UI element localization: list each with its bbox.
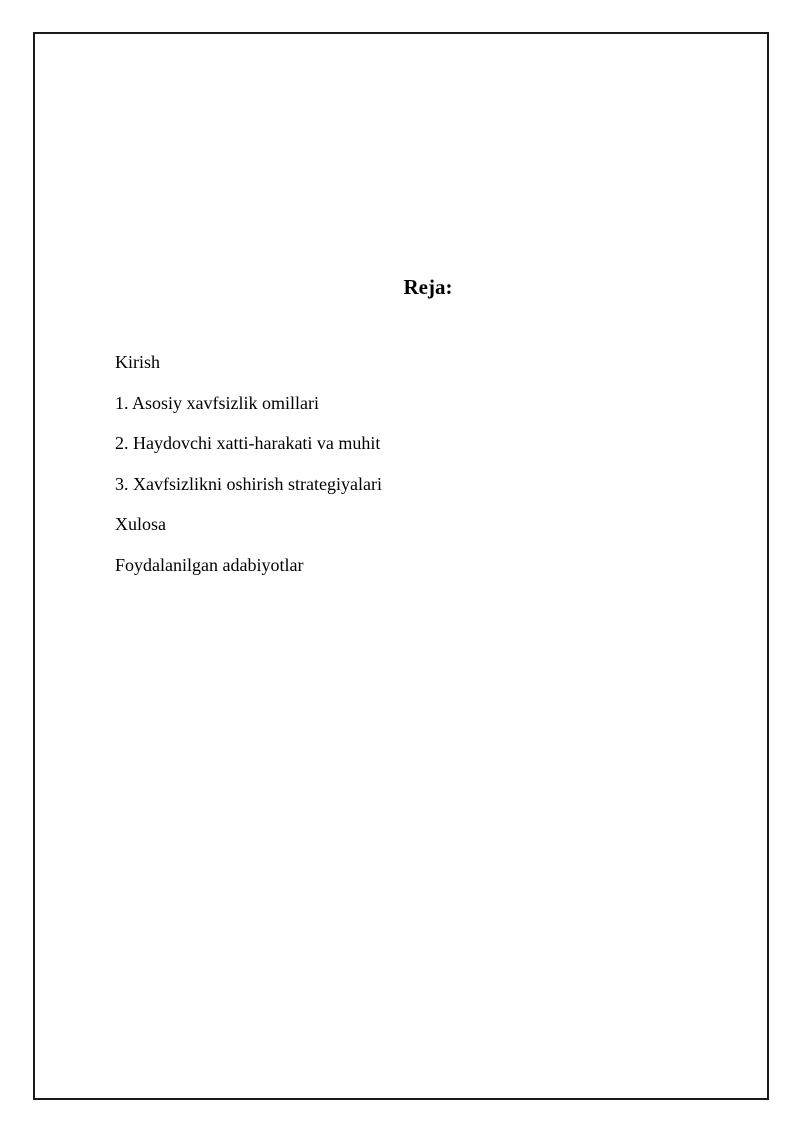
- table-of-contents: [115, 350, 382, 593]
- toc-item-introduction: Kirish: [115, 352, 160, 372]
- toc-item-2: 2. Haydovchi xatti-harakati va muhit: [115, 433, 381, 453]
- toc-item-references: Foydalanilgan adabiyotlar: [115, 554, 304, 575]
- toc-item-conclusion: Xulosa: [115, 514, 166, 534]
- page-title: Reja:: [403, 275, 453, 299]
- toc-item-1: 1. Asosiy xavfsizlik omillari: [115, 392, 319, 413]
- toc-item-3: 3. Xavfsizlikni oshirish strategiyalari: [115, 473, 382, 494]
